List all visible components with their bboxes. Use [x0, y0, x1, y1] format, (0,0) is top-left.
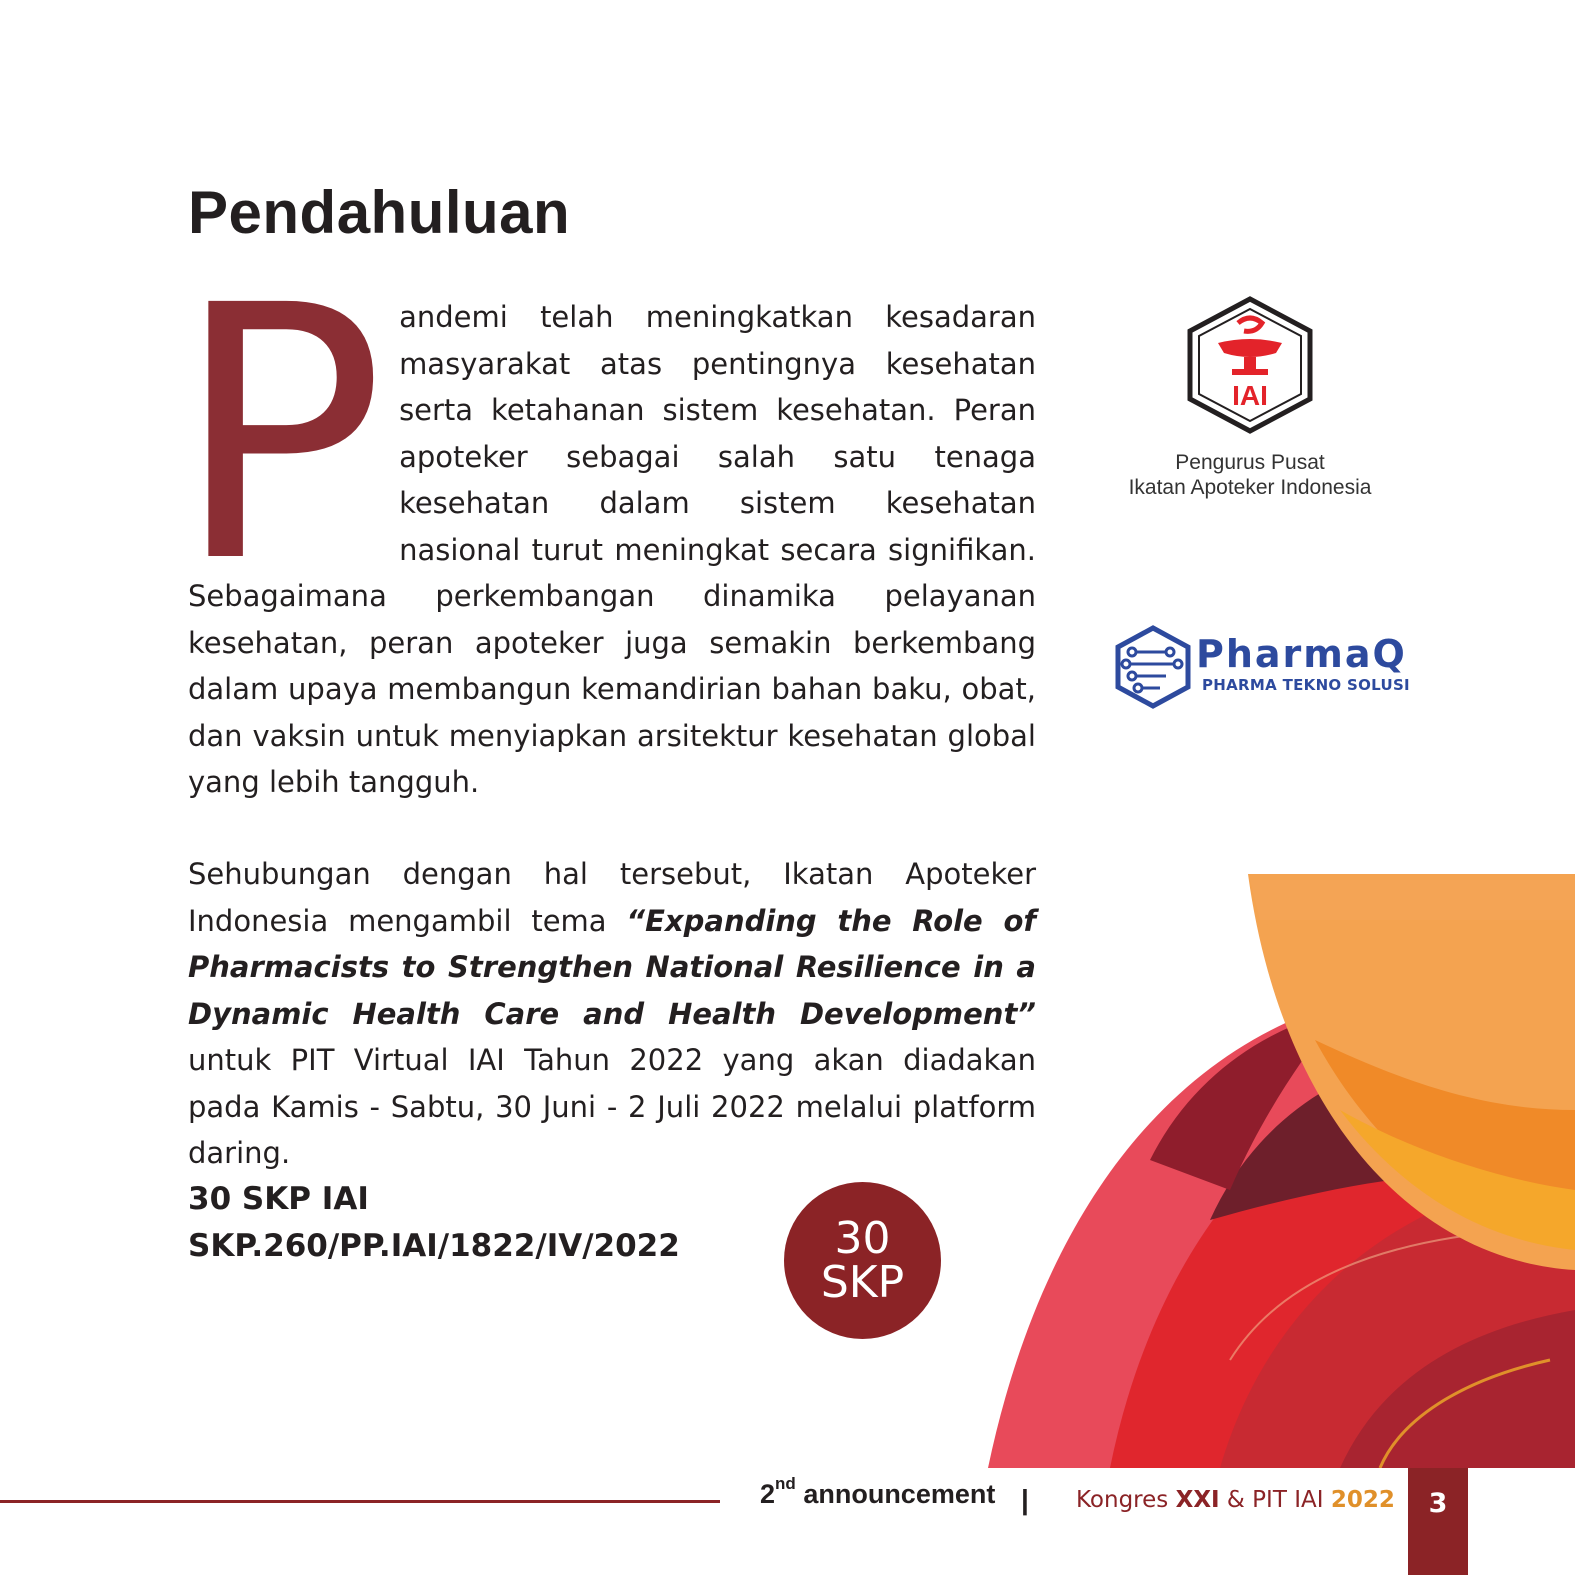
footer-rule: [0, 1500, 720, 1503]
decorative-arcs: [960, 860, 1575, 1468]
theme-paragraph-details: untuk PIT Virtual IAI Tahun 2022 yang akan diadakan pada Kamis - Sabtu, 30 Juni - 2 Juli 2022 melalui platform daring.: [188, 1043, 1036, 1170]
event-prefix: Kongres: [1076, 1487, 1176, 1513]
skp-credits: 30 SKP IAI: [188, 1181, 369, 1217]
iai-logo-mark: IAI: [1232, 380, 1268, 411]
theme-paragraph-intro: Sehubungan dengan hal tersebut, Ikatan Apoteker Indonesia mengambil tema: [188, 857, 1036, 938]
pharmaq-tagline: PHARMA TEKNO SOLUSI: [1202, 676, 1410, 694]
event-middle: & PIT IAI: [1219, 1487, 1331, 1513]
announcement-ordinal: nd: [775, 1474, 796, 1493]
iai-caption: [1100, 450, 1400, 500]
skp-info: [188, 1176, 680, 1270]
skp-badge: [784, 1182, 941, 1339]
iai-caption-line2: Ikatan Apoteker Indonesia: [1128, 476, 1372, 499]
iai-logo-icon: [1180, 295, 1320, 435]
page-number-box: [1408, 1468, 1468, 1575]
footer-event-name: [1076, 1487, 1395, 1513]
event-roman: XXI: [1175, 1487, 1220, 1513]
announcement-word: announcement: [803, 1479, 996, 1509]
page-title: Pendahuluan: [188, 179, 571, 246]
theme-paragraph: [188, 851, 1036, 1177]
announcement-number: 2: [760, 1479, 776, 1509]
event-year: 2022: [1330, 1487, 1395, 1513]
iai-caption-line1: Pengurus Pusat: [1175, 451, 1325, 474]
skp-badge-number: 30: [834, 1212, 891, 1264]
drop-cap: P: [174, 231, 386, 639]
intro-paragraph-text: andemi telah meningkatkan kesadaran masyarakat atas pentingnya kesehatan serta ketahanan sistem kesehatan. Peran apoteker sebagai salah satu tenaga kesehatan dalam sistem kesehatan nasional turut meningkat secara signifikan. Sebagaimana perkembangan dinamika pelayanan kesehatan, peran apoteker juga semakin berkembang dalam upaya membangun kemandirian bahan baku, obat, dan vaksin untuk menyiapkan arsitektur kesehatan global yang lebih tangguh.: [188, 300, 1036, 799]
page-number: 3: [1428, 1488, 1448, 1519]
skp-reference-number: SKP.260/PP.IAI/1822/IV/2022: [188, 1228, 680, 1264]
theme-title: “Expanding the Role of Pharmacists to Strengthen National Resilience in a Dynamic Health Care and Health Development”: [188, 903, 1036, 1031]
pharmaq-circuit-icon: [1108, 622, 1198, 712]
skp-badge-label: SKP: [820, 1256, 905, 1308]
footer-announcement: [760, 1474, 996, 1510]
footer-separator: |: [1021, 1484, 1029, 1515]
pharmaq-name: PharmaQ: [1196, 632, 1407, 676]
intro-paragraph: [174, 231, 1036, 806]
